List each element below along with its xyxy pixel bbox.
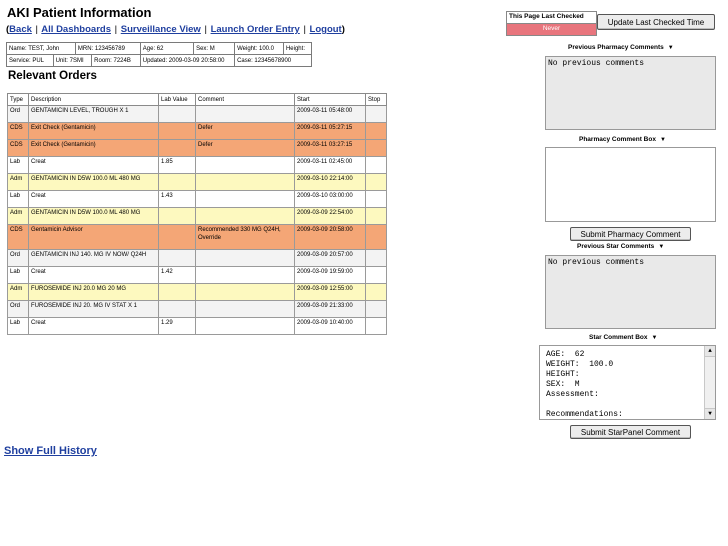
order-lab-value: 1.85 <box>159 157 196 174</box>
page-title: AKI Patient Information <box>7 5 152 20</box>
show-full-history-link[interactable]: Show Full History <box>4 445 97 457</box>
order-lab-value: 1.42 <box>159 267 196 284</box>
order-description: GENTAMICIN IN D5W 100.0 ML 480 MG <box>29 174 159 191</box>
submit-pharmacy-comment-button[interactable]: Submit Pharmacy Comment <box>570 227 691 241</box>
table-row <box>8 284 387 301</box>
col-stop-header: Stop <box>366 94 387 106</box>
order-description: GENTAMICIN IN D5W 100.0 ML 480 MG <box>29 208 159 225</box>
order-lab-value <box>159 106 196 123</box>
order-type: Lab <box>8 157 29 174</box>
star-comment-text: AGE: 62 WEIGHT: 100.0 HEIGHT: SEX: M Assessment: Recommendations: <box>546 350 623 419</box>
order-lab-value <box>159 174 196 191</box>
nav-separator: | <box>114 24 118 35</box>
order-stop <box>366 157 387 174</box>
order-description: GENTAMICIN INJ 140. MG IV NOW/ Q24H <box>29 250 159 267</box>
patient-service: Service: PUL <box>7 55 53 66</box>
prev-pharmacy-comments-box: No previous comments <box>545 56 716 130</box>
order-description: Exit Check (Gentamicin) <box>29 140 159 157</box>
chevron-down-icon: ▼ <box>651 335 658 341</box>
table-row <box>8 250 387 267</box>
col-type-header: Type <box>8 94 29 106</box>
table-row <box>8 318 387 335</box>
table-row <box>8 301 387 318</box>
col-comment-header: Comment <box>196 94 295 106</box>
order-lab-value <box>159 301 196 318</box>
order-description: Creat <box>29 267 159 284</box>
order-comment <box>196 267 295 284</box>
order-comment: Recommended 330 MG Q24H, Override <box>196 225 295 250</box>
last-checked-label: This Page Last Checked <box>507 12 596 24</box>
order-stop <box>366 123 387 140</box>
order-type: Lab <box>8 191 29 208</box>
table-row <box>8 267 387 284</box>
prev-pharmacy-comments-toggle[interactable] <box>568 44 674 51</box>
patient-info-table <box>6 42 312 67</box>
order-type: Lab <box>8 267 29 284</box>
col-description-header: Description <box>29 94 159 106</box>
table-row <box>8 191 387 208</box>
order-start: 2009-03-11 02:45:00 <box>295 157 366 174</box>
star-comment-scrollbar[interactable] <box>704 346 715 419</box>
order-stop <box>366 174 387 191</box>
order-type: Adm <box>8 284 29 301</box>
order-type: Ord <box>8 250 29 267</box>
star-comment-box-toggle[interactable] <box>589 334 657 341</box>
col-start-header: Start <box>295 94 366 106</box>
order-start: 2009-03-09 22:54:00 <box>295 208 366 225</box>
nav-launch-order-entry-link[interactable]: Launch Order Entry <box>210 24 300 35</box>
chevron-down-icon: ▼ <box>659 137 666 143</box>
order-type: Adm <box>8 208 29 225</box>
star-comment-box-title: Star Comment Box <box>589 334 648 341</box>
col-lab-value-header: Lab Value <box>159 94 196 106</box>
table-row <box>8 140 387 157</box>
order-type: CDS <box>8 123 29 140</box>
table-row <box>8 225 387 250</box>
order-comment <box>196 284 295 301</box>
nav-separator: | <box>204 24 207 35</box>
order-stop <box>366 284 387 301</box>
submit-starpanel-comment-button[interactable]: Submit StarPanel Comment <box>570 425 691 439</box>
last-checked-box <box>506 11 597 36</box>
order-description: Creat <box>29 318 159 335</box>
scroll-down-icon[interactable]: ▼ <box>705 408 715 419</box>
nav-back-link[interactable]: Back <box>9 24 32 35</box>
order-start: 2009-03-09 21:33:00 <box>295 301 366 318</box>
order-description: Creat <box>29 157 159 174</box>
pharmacy-comment-textarea[interactable] <box>545 147 716 222</box>
chevron-down-icon: ▼ <box>658 244 665 250</box>
prev-pharmacy-comments-title: Previous Pharmacy Comments <box>568 44 664 51</box>
order-lab-value: 1.29 <box>159 318 196 335</box>
prev-star-comments-toggle[interactable] <box>577 243 664 250</box>
orders-heading: Relevant Orders <box>8 70 97 82</box>
order-start: 2009-03-10 03:00:00 <box>295 191 366 208</box>
patient-updated: Updated: 2009-03-09 20:58:00 <box>140 55 234 67</box>
order-comment <box>196 191 295 208</box>
order-description: GENTAMICIN LEVEL, TROUGH X 1 <box>29 106 159 123</box>
patient-height: Height: <box>283 43 311 55</box>
order-lab-value <box>159 140 196 157</box>
order-description: Gentamicin Advisor <box>29 225 159 250</box>
nav-separator: | <box>35 24 38 35</box>
order-comment <box>196 301 295 318</box>
nav-logout-link[interactable]: Logout <box>309 24 342 35</box>
order-start: 2009-03-11 03:27:15 <box>295 140 366 157</box>
order-start: 2009-03-09 20:58:00 <box>295 225 366 250</box>
patient-age: Age: 62 <box>140 43 193 55</box>
order-stop <box>366 106 387 123</box>
nav-close-paren: ) <box>341 24 345 35</box>
table-row <box>8 208 387 225</box>
order-start: 2009-03-09 10:40:00 <box>295 318 366 335</box>
order-comment <box>196 106 295 123</box>
order-type: Ord <box>8 301 29 318</box>
table-row <box>8 123 387 140</box>
prev-star-comments-box: No previous comments <box>545 255 716 329</box>
last-checked-value: Never <box>507 24 596 35</box>
order-stop <box>366 318 387 335</box>
order-description: FUROSEMIDE INJ 20.0 MG 20 MG <box>29 284 159 301</box>
patient-weight: Weight: 100.0 <box>235 43 284 55</box>
order-lab-value <box>159 225 196 250</box>
order-comment <box>196 250 295 267</box>
chevron-down-icon: ▼ <box>667 45 674 51</box>
order-type: CDS <box>8 140 29 157</box>
patient-mrn: MRN: 123456789 <box>75 43 140 55</box>
orders-header-row <box>8 94 387 106</box>
order-start: 2009-03-09 12:55:00 <box>295 284 366 301</box>
patient-room: Room: 7224B <box>94 57 131 64</box>
nav-separator: | <box>303 24 306 35</box>
nav-open-paren: ( <box>6 24 10 35</box>
order-lab-value: 1.43 <box>159 191 196 208</box>
order-comment <box>196 208 295 225</box>
order-lab-value <box>159 250 196 267</box>
order-start: 2009-03-10 22:14:00 <box>295 174 366 191</box>
order-lab-value <box>159 208 196 225</box>
order-description: FUROSEMIDE INJ 20. MG IV STAT X 1 <box>29 301 159 318</box>
patient-unit: Unit: 7SMI <box>53 55 92 66</box>
order-comment <box>196 174 295 191</box>
order-start: 2009-03-09 20:57:00 <box>295 250 366 267</box>
scroll-up-icon[interactable]: ▲ <box>705 346 715 357</box>
order-type: Lab <box>8 318 29 335</box>
order-stop <box>366 191 387 208</box>
order-stop <box>366 208 387 225</box>
nav-bar <box>6 24 345 35</box>
order-stop <box>366 301 387 318</box>
order-description: Exit Check (Gentamicin) <box>29 123 159 140</box>
table-row <box>8 157 387 174</box>
order-start: 2009-03-11 05:27:15 <box>295 123 366 140</box>
nav-all-dashboards-link[interactable]: All Dashboards <box>41 24 111 35</box>
table-row <box>8 106 387 123</box>
order-stop <box>366 250 387 267</box>
prev-star-comments-title: Previous Star Comments <box>577 243 655 250</box>
order-type: CDS <box>8 225 29 250</box>
pharmacy-comment-box-title: Pharmacy Comment Box <box>579 136 656 143</box>
order-start: 2009-03-09 19:59:00 <box>295 267 366 284</box>
orders-table <box>7 93 387 335</box>
order-type: Adm <box>8 174 29 191</box>
order-start: 2009-03-11 05:48:00 <box>295 106 366 123</box>
patient-sex: Sex: M <box>194 43 235 55</box>
order-type: Ord <box>8 106 29 123</box>
patient-name: Name: TEST, John <box>7 43 76 55</box>
pharmacy-comment-box-toggle[interactable] <box>579 136 666 143</box>
order-comment: Defer <box>196 123 295 140</box>
star-comment-textarea[interactable] <box>539 345 716 420</box>
order-lab-value <box>159 123 196 140</box>
patient-case: Case: 12345678900 <box>235 55 312 67</box>
nav-surveillance-view-link[interactable]: Surveillance View <box>120 24 201 35</box>
order-comment <box>196 157 295 174</box>
update-last-checked-button[interactable]: Update Last Checked Time <box>597 14 715 30</box>
order-stop <box>366 140 387 157</box>
order-stop <box>366 267 387 284</box>
order-description: Creat <box>29 191 159 208</box>
order-comment <box>196 318 295 335</box>
table-row <box>8 174 387 191</box>
order-lab-value <box>159 284 196 301</box>
order-stop <box>366 225 387 250</box>
order-comment: Defer <box>196 140 295 157</box>
